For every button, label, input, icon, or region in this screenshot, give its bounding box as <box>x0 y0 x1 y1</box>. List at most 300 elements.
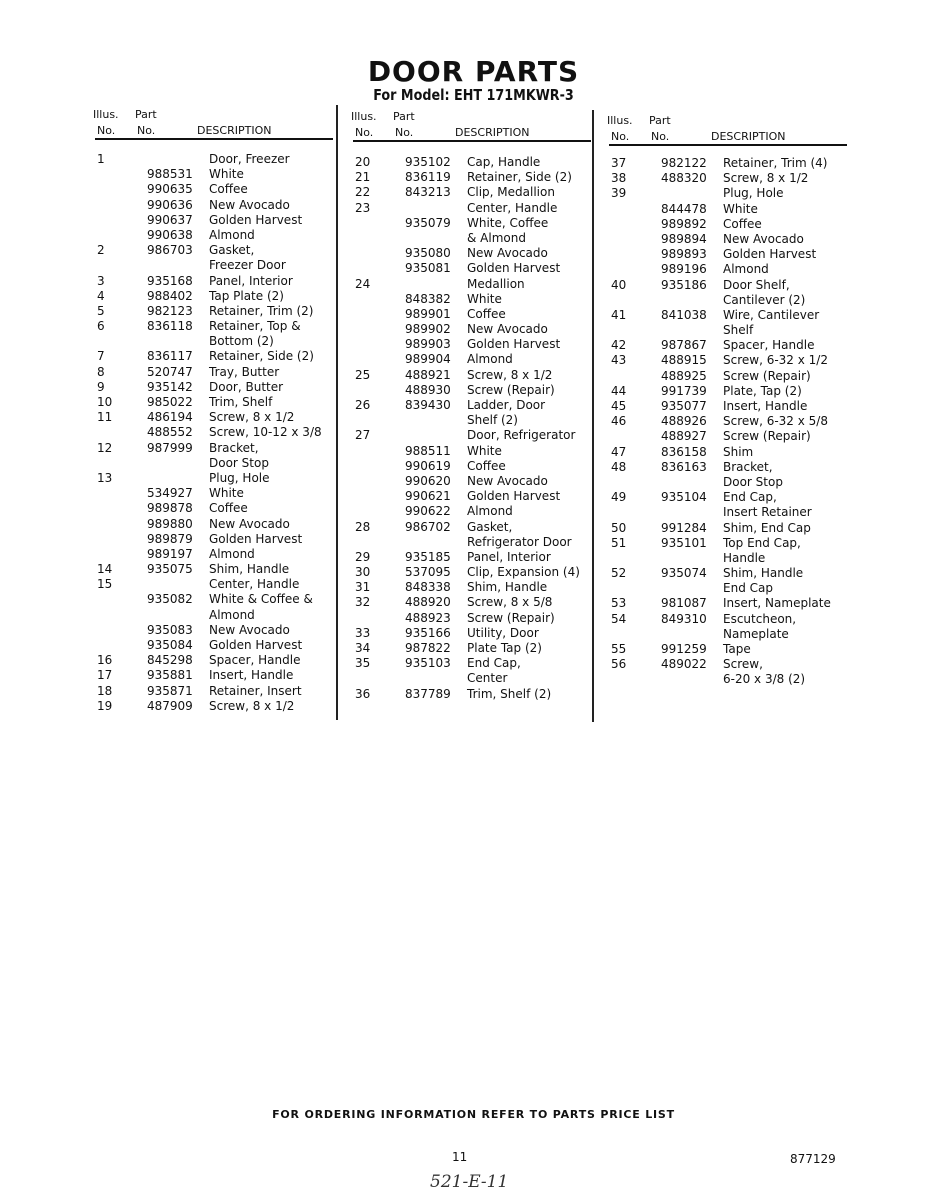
part-description: White & Coffee & <box>209 592 313 607</box>
part-description: White <box>209 167 244 182</box>
illus-number: 2 <box>97 243 105 258</box>
part-number: 836119 <box>405 170 451 185</box>
illus-number: 25 <box>355 367 371 382</box>
parts-row <box>97 213 347 228</box>
illus-number: 33 <box>355 625 371 640</box>
part-number: 991739 <box>661 383 707 398</box>
parts-row <box>355 535 605 550</box>
parts-row <box>97 577 347 592</box>
part-label: Part <box>649 114 671 127</box>
illus-number: 1 <box>97 152 105 166</box>
parts-row <box>355 261 605 276</box>
part-number: 836117 <box>147 349 193 364</box>
part-description: New Avocado <box>467 246 548 261</box>
part-description: Center, Handle <box>209 577 300 592</box>
part-description: Insert Retainer <box>723 505 812 520</box>
illus-number: 21 <box>355 170 371 185</box>
parts-row <box>355 155 605 170</box>
illus-no-label: No. <box>97 124 116 137</box>
part-description: Shelf (2) <box>467 413 518 428</box>
parts-row <box>611 156 861 171</box>
parts-row <box>355 413 605 428</box>
part-description: Shim, Handle <box>209 562 290 577</box>
part-number: 989903 <box>405 337 451 352</box>
parts-row <box>611 293 861 308</box>
illus-number: 3 <box>97 273 105 288</box>
parts-row <box>355 474 605 489</box>
parts-row <box>355 428 605 443</box>
part-number: 986702 <box>405 519 451 534</box>
part-description: Door, Freezer <box>209 152 290 166</box>
illus-number: 16 <box>97 653 113 668</box>
part-description: Gasket, <box>209 243 255 258</box>
parts-row <box>355 656 605 671</box>
part-description: Golden Harvest <box>723 247 817 262</box>
illus-number: 55 <box>611 642 627 656</box>
part-label: Part <box>393 110 415 123</box>
part-description: Door Stop <box>723 474 783 489</box>
parts-row <box>611 551 861 566</box>
part-description: Spacer, Handle <box>723 338 815 353</box>
parts-row <box>97 274 347 289</box>
part-description: Door, Refrigerator <box>467 428 576 443</box>
part-description: White <box>467 291 502 306</box>
part-description: Coffee <box>209 501 248 516</box>
illus-number: 51 <box>611 535 627 550</box>
part-description: New Avocado <box>209 516 290 531</box>
part-description: & Almond <box>467 230 526 245</box>
parts-row <box>355 201 605 216</box>
parts-row <box>611 186 861 201</box>
part-number: 935881 <box>147 668 193 683</box>
part-description: Insert, Handle <box>209 668 294 683</box>
parts-row <box>97 152 347 167</box>
description-label: DESCRIPTION <box>455 126 530 139</box>
parts-row <box>611 536 861 551</box>
part-number: 989880 <box>147 516 193 531</box>
parts-row <box>611 657 861 672</box>
part-description: Golden Harvest <box>209 638 303 652</box>
illus-number: 45 <box>611 399 627 413</box>
part-number: 935103 <box>405 656 451 671</box>
parts-row <box>355 246 605 261</box>
part-number: 982122 <box>661 156 707 170</box>
part-number: 990622 <box>405 504 451 519</box>
part-description: New Avocado <box>467 322 548 337</box>
part-number: 989196 <box>661 262 707 277</box>
illus-no-label: No. <box>355 126 374 139</box>
part-number: 486194 <box>147 410 193 425</box>
parts-row <box>97 258 347 273</box>
parts-row <box>611 384 861 399</box>
part-number: 989893 <box>661 247 707 262</box>
parts-row <box>97 441 347 456</box>
parts-row <box>611 414 861 429</box>
part-description: Clip, Medallion <box>467 185 555 200</box>
part-description: Golden Harvest <box>467 337 561 352</box>
parts-row <box>355 595 605 610</box>
parts-row <box>611 232 861 247</box>
parts-row <box>611 369 861 384</box>
part-description: Screw (Repair) <box>723 368 811 383</box>
part-number: 488320 <box>661 171 707 186</box>
parts-row <box>355 307 605 322</box>
illus-number: 15 <box>97 577 113 592</box>
part-description: Almond <box>723 262 769 277</box>
part-description: Retainer, Trim (2) <box>209 303 314 318</box>
illus-number: 37 <box>611 156 627 170</box>
part-number: 935168 <box>147 273 193 288</box>
part-number: 488921 <box>405 367 451 382</box>
parts-row <box>611 612 861 627</box>
part-description: Golden Harvest <box>467 489 561 504</box>
header-rule <box>609 144 847 146</box>
part-description: Wire, Cantilever <box>723 307 820 322</box>
part-number: 488923 <box>405 610 451 625</box>
parts-row <box>611 566 861 581</box>
illus-number: 47 <box>611 444 627 459</box>
part-number: 488930 <box>405 382 451 397</box>
illus-number: 29 <box>355 549 371 564</box>
part-number: 848338 <box>405 580 451 595</box>
illus-number: 23 <box>355 200 371 215</box>
part-description: Medallion <box>467 276 525 291</box>
parts-row <box>611 278 861 293</box>
part-description: Ladder, Door <box>467 398 546 412</box>
part-description: Top End Cap, <box>723 535 801 550</box>
illus-number: 38 <box>611 171 627 186</box>
part-description: Insert, Nameplate <box>723 596 831 611</box>
parts-row <box>611 475 861 490</box>
part-description: Screw (Repair) <box>467 610 555 625</box>
page-title: DOOR PARTS <box>367 55 580 88</box>
part-description: Coffee <box>467 306 506 321</box>
illus-number: 42 <box>611 338 627 353</box>
part-number: 986703 <box>147 243 193 258</box>
part-number: 836158 <box>661 444 707 459</box>
illus-number: 18 <box>97 683 113 698</box>
illus-number: 35 <box>355 656 371 671</box>
illus-number: 41 <box>611 307 627 322</box>
illus-number: 52 <box>611 566 627 581</box>
parts-row <box>97 365 347 380</box>
part-label: Part <box>135 108 157 121</box>
parts-row <box>355 520 605 535</box>
parts-row <box>97 198 347 213</box>
part-description: White, Coffee <box>467 215 549 230</box>
parts-row <box>355 337 605 352</box>
part-number: 991259 <box>661 642 707 656</box>
illus-label: Illus. <box>93 108 119 121</box>
part-number: 935083 <box>147 622 193 637</box>
part-number: 520747 <box>147 364 193 379</box>
illus-number: 36 <box>355 686 371 701</box>
parts-row <box>97 349 347 364</box>
parts-row <box>355 368 605 383</box>
parts-row <box>97 182 347 197</box>
part-number: 985022 <box>147 395 193 409</box>
model-subtitle: For Model: EHT 171MKWR-3 <box>373 86 574 104</box>
parts-row <box>611 581 861 596</box>
part-number: 489022 <box>661 657 707 672</box>
parts-row <box>355 565 605 580</box>
parts-row <box>97 380 347 395</box>
parts-row <box>355 277 605 292</box>
part-number: 989902 <box>405 322 451 337</box>
part-number: 488915 <box>661 353 707 368</box>
part-number: 988511 <box>405 443 451 458</box>
part-number: 935080 <box>405 246 451 261</box>
part-number: 989878 <box>147 501 193 516</box>
part-description: Screw, 8 x 5/8 <box>467 595 553 610</box>
part-number: 935075 <box>147 562 193 577</box>
parts-row <box>355 185 605 200</box>
parts-row <box>611 171 861 186</box>
part-description: Screw (Repair) <box>467 382 555 397</box>
illus-no-label: No. <box>611 130 630 143</box>
parts-row <box>97 517 347 532</box>
part-number: 935104 <box>661 490 707 505</box>
part-description: Refrigerator Door <box>467 534 572 549</box>
illus-label: Illus. <box>351 110 377 123</box>
part-number: 989904 <box>405 352 451 367</box>
parts-row <box>611 247 861 262</box>
illus-number: 17 <box>97 668 113 683</box>
parts-row <box>97 668 347 683</box>
part-number: 989197 <box>147 546 193 561</box>
part-description: Tap Plate (2) <box>209 288 284 303</box>
parts-column-3 <box>607 114 861 688</box>
illus-number: 26 <box>355 398 371 412</box>
part-description: Coffee <box>723 216 762 231</box>
part-description: White <box>467 443 502 458</box>
part-description: Tape <box>723 642 751 656</box>
column-header <box>607 114 861 144</box>
part-description: 6-20 x 3/8 (2) <box>723 672 806 687</box>
part-description: Bottom (2) <box>209 334 274 349</box>
parts-row <box>355 671 605 686</box>
parts-row <box>97 562 347 577</box>
part-description: Retainer, Insert <box>209 683 302 698</box>
part-description: Trim, Shelf <box>209 395 273 409</box>
parts-row <box>355 611 605 626</box>
part-description: Center <box>467 671 508 686</box>
part-number: 988531 <box>147 167 193 182</box>
part-description: Almond <box>209 546 255 561</box>
part-number: 990620 <box>405 473 451 488</box>
part-number: 537095 <box>405 565 451 580</box>
parts-row <box>611 505 861 520</box>
part-description: Shim, Handle <box>723 566 804 581</box>
part-description: Retainer, Top & <box>209 319 301 334</box>
parts-row <box>97 319 347 334</box>
column-header <box>351 110 605 140</box>
part-number: 981087 <box>661 596 707 611</box>
parts-row <box>97 684 347 699</box>
parts-row <box>611 445 861 460</box>
part-description: Utility, Door <box>467 625 539 640</box>
part-description: Screw, 6-32 x 1/2 <box>723 353 828 368</box>
part-number: 935081 <box>405 261 451 276</box>
description-label: DESCRIPTION <box>197 124 272 137</box>
part-description: Plug, Hole <box>723 186 784 201</box>
illus-label: Illus. <box>607 114 633 127</box>
parts-row <box>97 623 347 638</box>
part-no-label: No. <box>137 124 156 137</box>
part-number: 990621 <box>405 489 451 504</box>
parts-row <box>355 292 605 307</box>
part-description: Golden Harvest <box>467 261 561 276</box>
ordering-footer: FOR ORDERING INFORMATION REFER TO PARTS PRICE LIST <box>272 1108 675 1121</box>
part-number: 841038 <box>661 307 707 322</box>
part-description: Bracket, <box>209 440 259 455</box>
part-description: White <box>723 201 758 216</box>
illus-number: 43 <box>611 353 627 368</box>
parts-row <box>355 383 605 398</box>
part-number: 990637 <box>147 212 193 227</box>
part-description: Retainer, Side (2) <box>467 170 572 185</box>
parts-row <box>355 398 605 413</box>
part-number: 837789 <box>405 686 451 701</box>
part-description: Shelf <box>723 323 754 338</box>
part-no-label: No. <box>651 130 670 143</box>
parts-row <box>611 202 861 217</box>
part-number: 935082 <box>147 592 193 607</box>
part-description: Coffee <box>209 182 248 197</box>
header-rule <box>353 140 591 142</box>
illus-number: 40 <box>611 277 627 292</box>
part-description: Almond <box>209 607 255 622</box>
part-number: 845298 <box>147 653 193 668</box>
parts-row <box>97 608 347 623</box>
parts-row <box>97 410 347 425</box>
part-number: 935101 <box>661 535 707 550</box>
part-number: 987822 <box>405 641 451 655</box>
part-description: Door Shelf, <box>723 277 790 292</box>
part-description: Golden Harvest <box>209 212 303 227</box>
part-description: Panel, Interior <box>209 273 293 288</box>
description-label: DESCRIPTION <box>711 130 786 143</box>
parts-row <box>97 653 347 668</box>
part-number: 935185 <box>405 549 451 564</box>
parts-row <box>611 217 861 232</box>
part-number: 989901 <box>405 306 451 321</box>
part-number: 488926 <box>661 414 707 429</box>
illus-number: 7 <box>97 349 105 364</box>
document-number: 877129 <box>790 1152 836 1166</box>
part-number: 989879 <box>147 531 193 546</box>
part-description: Shim, Handle <box>467 580 548 595</box>
illus-number: 14 <box>97 562 113 577</box>
part-number: 488920 <box>405 595 451 610</box>
part-description: Retainer, Trim (4) <box>723 156 828 170</box>
part-description: Clip, Expansion (4) <box>467 565 580 580</box>
illus-number: 11 <box>97 410 113 425</box>
part-description: Shim <box>723 444 754 459</box>
handwritten-note: 521-E-11 <box>430 1172 509 1192</box>
part-number: 488927 <box>661 429 707 444</box>
illus-number: 31 <box>355 580 371 595</box>
part-description: White <box>209 486 244 501</box>
part-number: 982123 <box>147 303 193 318</box>
part-description: Plate, Tap (2) <box>723 383 802 398</box>
part-description: New Avocado <box>723 231 804 246</box>
part-description: Gasket, <box>467 519 513 534</box>
parts-row <box>97 456 347 471</box>
part-description: Screw, <box>723 657 763 672</box>
part-number: 488925 <box>661 368 707 383</box>
column-header <box>93 108 347 138</box>
parts-row <box>611 308 861 323</box>
parts-row <box>355 626 605 641</box>
part-description: Freezer Door <box>209 258 286 273</box>
part-description: New Avocado <box>467 473 548 488</box>
part-number: 935077 <box>661 399 707 413</box>
part-description: Shim, End Cap <box>723 520 811 535</box>
illus-number: 5 <box>97 303 105 318</box>
illus-number: 24 <box>355 276 371 291</box>
parts-row <box>97 699 347 714</box>
part-number: 935102 <box>405 155 451 169</box>
illus-number: 10 <box>97 395 113 409</box>
part-description: Plug, Hole <box>209 470 270 485</box>
part-description: Coffee <box>467 458 506 473</box>
part-number: 987999 <box>147 440 193 455</box>
illus-number: 4 <box>97 288 105 303</box>
parts-row <box>355 489 605 504</box>
part-description: Screw (Repair) <box>723 429 811 444</box>
part-description: End Cap <box>723 581 773 596</box>
part-description: Screw, 8 x 1/2 <box>209 410 295 425</box>
part-number: 839430 <box>405 398 451 412</box>
part-description: End Cap, <box>723 490 777 505</box>
header-rule <box>95 138 333 140</box>
parts-row <box>355 550 605 565</box>
part-description: Center, Handle <box>467 200 558 215</box>
page-number: 11 <box>452 1150 468 1164</box>
part-number: 935084 <box>147 638 193 652</box>
parts-row <box>97 304 347 319</box>
parts-column-2 <box>351 110 605 702</box>
part-number: 988402 <box>147 288 193 303</box>
illus-number: 19 <box>97 698 113 713</box>
illus-number: 32 <box>355 595 371 610</box>
parts-row <box>355 580 605 595</box>
part-number: 488552 <box>147 425 193 440</box>
parts-row <box>611 262 861 277</box>
parts-row <box>611 642 861 657</box>
part-number: 935871 <box>147 683 193 698</box>
part-number: 487909 <box>147 698 193 713</box>
part-description: Door Stop <box>209 455 269 470</box>
parts-row <box>355 444 605 459</box>
part-number: 848382 <box>405 291 451 306</box>
parts-row <box>97 547 347 562</box>
illus-number: 12 <box>97 440 113 455</box>
illus-number: 30 <box>355 565 371 580</box>
part-number: 836118 <box>147 319 193 334</box>
part-description: Cap, Handle <box>467 155 541 169</box>
parts-row <box>355 216 605 231</box>
parts-row <box>355 352 605 367</box>
part-description: End Cap, <box>467 656 521 671</box>
illus-number: 56 <box>611 657 627 672</box>
part-description: Screw, 8 x 1/2 <box>723 171 809 186</box>
part-description: Almond <box>467 504 513 519</box>
illus-number: 46 <box>611 414 627 429</box>
parts-row <box>97 501 347 516</box>
parts-row <box>97 395 347 410</box>
